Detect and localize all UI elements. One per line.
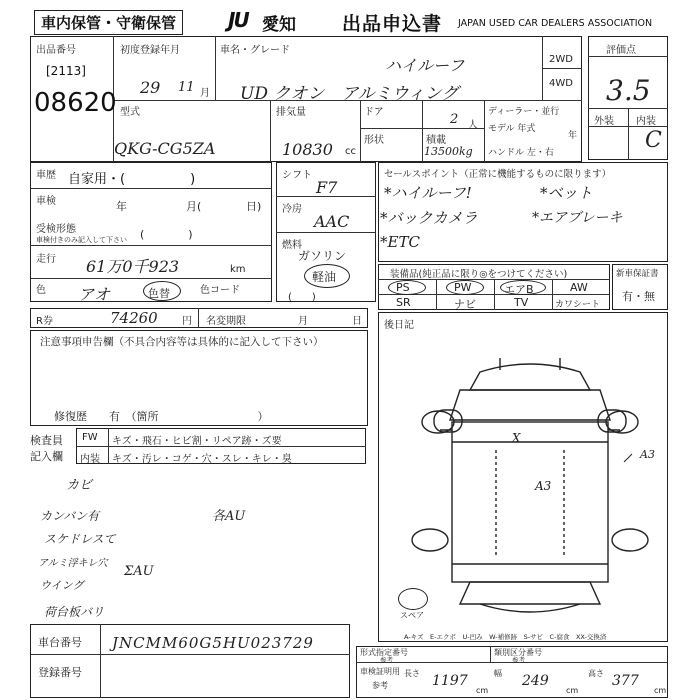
registration-number-label: 登録番号: [38, 666, 82, 679]
inspection-label: 車検: [36, 196, 56, 207]
height-unit: cm: [654, 686, 667, 695]
exterior-label: 外装: [594, 116, 614, 127]
shift-label: シフト: [282, 170, 312, 181]
type-ref: 参考: [380, 656, 393, 664]
length-label: 長さ: [404, 669, 420, 678]
car-name: UD クオン アルミウィング: [240, 84, 459, 104]
lot-label: 出品番号: [36, 45, 76, 56]
displacement-label: 排気量: [276, 107, 306, 118]
fuel-gasoline: ガソリン: [298, 249, 347, 263]
sales-point-2: *ベット: [540, 184, 593, 202]
equipment-seat: カワシート: [555, 300, 601, 310]
note-6: ウイング: [40, 579, 84, 592]
fuel-diesel-circle: [304, 264, 350, 288]
insurance-value: ( ): [140, 228, 193, 241]
fw-items: キズ・飛石・ヒビ割・リペア跡・ズ要: [112, 436, 282, 447]
sales-points-label: セールスポイント（正常に機能するものに限ります）: [384, 169, 612, 180]
warranty-value: 有・無: [622, 290, 655, 303]
note-7: ΣAU: [124, 564, 154, 579]
model-label: 型式: [120, 107, 140, 118]
chassis-value: JNCMM60G5HU023729: [112, 634, 314, 652]
width-label: 幅: [494, 669, 502, 678]
form-title: 出品申込書: [342, 13, 443, 35]
fw-label: FW: [82, 432, 98, 443]
note-2: カンバン有: [40, 509, 100, 523]
width-value: 249: [522, 673, 549, 689]
shape-label: 形状: [364, 135, 384, 146]
note-3: 各AU: [212, 509, 246, 524]
load-value: 13500kg: [424, 145, 473, 158]
model-value: QKG-CG5ZA: [114, 139, 216, 158]
registration-month-unit: 月: [200, 88, 210, 99]
inspection-day: 日): [246, 200, 262, 213]
mileage-label: 走行: [36, 254, 56, 265]
car-name-label: 車名・グレード: [220, 45, 290, 56]
equipment-ps-circle: [388, 280, 426, 295]
insurance-label: 受検形態: [36, 224, 76, 235]
sales-point-5: *ETC: [380, 233, 420, 251]
recycle-label: R券: [36, 316, 53, 327]
diagram-mark-a3-right: A3: [640, 448, 655, 461]
storage-label: 車内保管・守衛保管: [34, 10, 183, 35]
dealer-year: 年: [568, 131, 578, 141]
sales-point-1: *ハイルーフ!: [384, 184, 472, 202]
note-1: カビ: [66, 478, 93, 493]
note-5: アルミ浮キレ穴: [38, 558, 108, 569]
shift-value: F7: [316, 178, 338, 197]
name-change-month: 月: [298, 316, 308, 327]
length-value: 1197: [432, 673, 468, 689]
dealer-row1: ディーラー・並行: [488, 107, 560, 117]
equipment-air-circle: [500, 280, 546, 295]
equipment-sr: SR: [396, 296, 411, 309]
color-change: 色替: [148, 287, 170, 300]
int-items: キズ・汚レ・コゲ・穴・スレ・キレ・臭: [112, 454, 292, 465]
interior-label: 内装: [636, 116, 656, 127]
mileage-value: 61万0千923: [86, 257, 180, 276]
class-label: 類別区分番号: [494, 648, 542, 657]
inspector-label-2: 記入欄: [30, 450, 63, 463]
insurance-note: 車検付きのみ記入して下さい: [36, 236, 127, 244]
history-value: 自家用・( ): [68, 172, 196, 187]
equipment-aw: AW: [570, 281, 588, 294]
registration-year: 29: [140, 78, 161, 97]
score-value: 3.5: [606, 74, 651, 107]
color-label: 色: [36, 285, 46, 296]
recycle-value: 74260: [110, 309, 158, 327]
displacement-unit: cc: [345, 146, 356, 157]
cert-ref: 参考: [372, 681, 388, 690]
drive-2wd: 2WD: [549, 54, 573, 65]
chassis-label: 車台番号: [38, 636, 82, 649]
exterior-value: C: [645, 128, 662, 153]
truck-diagram: [400, 350, 660, 620]
fuel-diesel: 軽油: [312, 270, 337, 284]
doors-label: ドア: [364, 107, 384, 118]
height-label: 高さ: [588, 669, 604, 678]
notes-label: 注意事項申告欄（不具合内容等は具体的に記入して下さい）: [40, 336, 324, 348]
color-code-label: 色コード: [200, 285, 240, 296]
equipment-navi: ナビ: [454, 298, 476, 311]
recycle-box: [30, 308, 368, 328]
color-change-circle: [143, 281, 181, 301]
diagram-mark-x: X: [512, 431, 521, 445]
inspection-year: 年: [116, 200, 127, 213]
note-8: 荷台板バリ: [44, 605, 105, 619]
inspection-month: 月(: [186, 200, 202, 213]
ac-value: AAC: [314, 212, 350, 231]
diagram-legend: A-キズ E-エクボ U-凹み W-補修跡 S-サビ C-腐食 XX-交換済: [404, 633, 607, 641]
equipment-pw-circle: [446, 280, 484, 295]
type-label: 形式指定番号: [360, 648, 408, 657]
dealer-row3: ハンドル 左・右: [488, 148, 554, 158]
width-unit: cm: [566, 686, 579, 695]
lot-sub: [2113]: [46, 64, 86, 78]
registration-month: 11: [178, 80, 195, 95]
fuel-label: 燃料: [282, 240, 302, 251]
length-unit: cm: [476, 686, 489, 695]
name-change-day: 日: [352, 316, 362, 327]
class-ref: 参考: [512, 656, 525, 664]
brand-name: 愛知: [262, 15, 296, 35]
score-label: 評価点: [606, 45, 636, 56]
equipment-air: エアB: [504, 283, 534, 296]
sales-point-3: *バックカメラ: [380, 209, 478, 227]
diagram-mark-a3-center: A3: [535, 479, 552, 493]
height-value: 377: [612, 673, 639, 689]
doors-unit: 人: [468, 120, 478, 131]
equipment-tv: TV: [514, 296, 529, 309]
lot-number: 08620: [34, 88, 117, 118]
note-4: スケドレスて: [44, 532, 116, 546]
doors-value: 2: [450, 112, 459, 127]
repair-history: 修復歴 有 （箇所 ）: [54, 410, 269, 423]
fuel-paren: ( ): [288, 292, 316, 303]
dealer-row2: モデル 年式: [488, 124, 536, 134]
color-value: アオ: [78, 285, 110, 304]
history-label: 車歴: [36, 170, 56, 181]
ac-label: 冷房: [282, 204, 302, 215]
spare-tire-icon: [398, 588, 428, 610]
registration-label: 初度登録年月: [120, 45, 180, 56]
diagram-label: 後日記: [384, 320, 414, 331]
recycle-unit: 円: [182, 316, 192, 327]
mileage-unit: km: [230, 264, 246, 275]
warranty-label: 新車保証書: [616, 269, 659, 279]
int-label: 内装: [80, 454, 100, 465]
displacement-value: 10830: [282, 140, 333, 159]
car-grade: ハイルーフ: [385, 56, 465, 75]
load-label: 積載: [426, 135, 446, 146]
sales-point-4: *エアブレーキ: [532, 210, 623, 226]
drive-4wd: 4WD: [549, 78, 573, 89]
spare-label: スペア: [400, 611, 424, 620]
cert-label: 車検証明用: [360, 667, 400, 676]
logo-mark: JU: [228, 8, 248, 32]
equipment-label: 装備品(純正品に限り◎をつけてください): [390, 269, 568, 280]
equipment-pw: PW: [454, 281, 472, 294]
inspector-label-1: 検査員: [30, 434, 63, 447]
association-name: JAPAN USED CAR DEALERS ASSOCIATION: [458, 18, 653, 29]
name-change-label: 名変期限: [206, 316, 246, 327]
equipment-ps: PS: [396, 281, 410, 294]
